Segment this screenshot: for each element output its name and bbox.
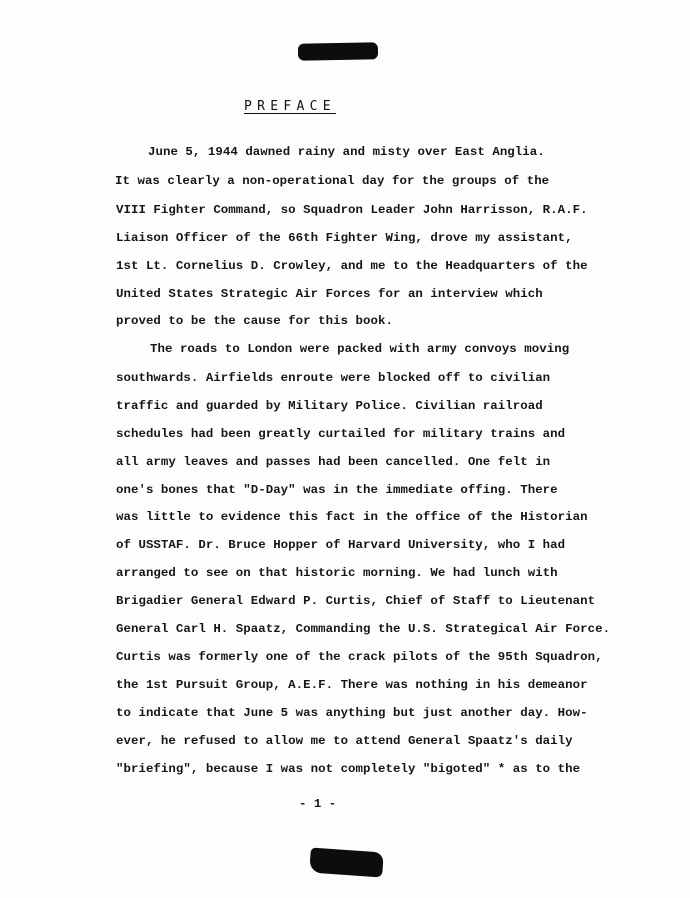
text-line-4: Liaison Officer of the 66th Fighter Wing, drove my assistant,	[116, 231, 573, 245]
text-line-21: to indicate that June 5 was anything but just another day. How-	[116, 706, 588, 720]
text-line-11: schedules had been greatly curtailed for military trains and	[116, 427, 566, 441]
text-line-13: one's bones that "D-Day" was in the immediate offing. There	[116, 483, 558, 497]
page-number: - 1 -	[299, 797, 337, 811]
text-line-22: ever, he refused to allow me to attend General Spaatz's daily	[116, 734, 573, 748]
text-line-3: VIII Fighter Command, so Squadron Leader John Harrisson, R.A.F.	[116, 203, 588, 217]
text-line-9: southwards. Airfields enroute were blocked off to civilian	[116, 371, 551, 385]
text-line-1: June 5, 1944 dawned rainy and misty over East Anglia.	[148, 145, 545, 159]
text-line-5: 1st Lt. Cornelius D. Crowley, and me to the Headquarters of the	[116, 259, 588, 273]
text-line-6: United States Strategic Air Forces for an interview which	[116, 287, 543, 301]
text-line-23: "briefing", because I was not completely "bigoted" * as to the	[116, 762, 581, 776]
redaction-mark-top	[298, 42, 378, 60]
text-line-12: all army leaves and passes had been cancelled. One felt in	[116, 455, 551, 469]
text-line-15: of USSTAF. Dr. Bruce Hopper of Harvard University, who I had	[116, 538, 566, 552]
text-line-8: The roads to London were packed with army convoys moving	[150, 342, 570, 356]
text-line-16: arranged to see on that historic morning. We had lunch with	[116, 566, 558, 580]
text-line-10: traffic and guarded by Military Police. Civilian railroad	[116, 399, 543, 413]
text-line-14: was little to evidence this fact in the office of the Historian	[116, 510, 588, 524]
redaction-mark-bottom	[309, 847, 384, 877]
text-line-17: Brigadier General Edward P. Curtis, Chief of Staff to Lieutenant	[116, 594, 596, 608]
text-line-19: Curtis was formerly one of the crack pilots of the 95th Squadron,	[116, 650, 603, 664]
text-line-18: General Carl H. Spaatz, Commanding the U.S. Strategical Air Force.	[116, 622, 611, 636]
preface-heading: PREFACE	[244, 99, 336, 114]
text-line-20: the 1st Pursuit Group, A.E.F. There was nothing in his demeanor	[116, 678, 588, 692]
text-line-2: It was clearly a non-operational day for the groups of the	[115, 174, 550, 188]
text-line-7: proved to be the cause for this book.	[116, 314, 393, 328]
